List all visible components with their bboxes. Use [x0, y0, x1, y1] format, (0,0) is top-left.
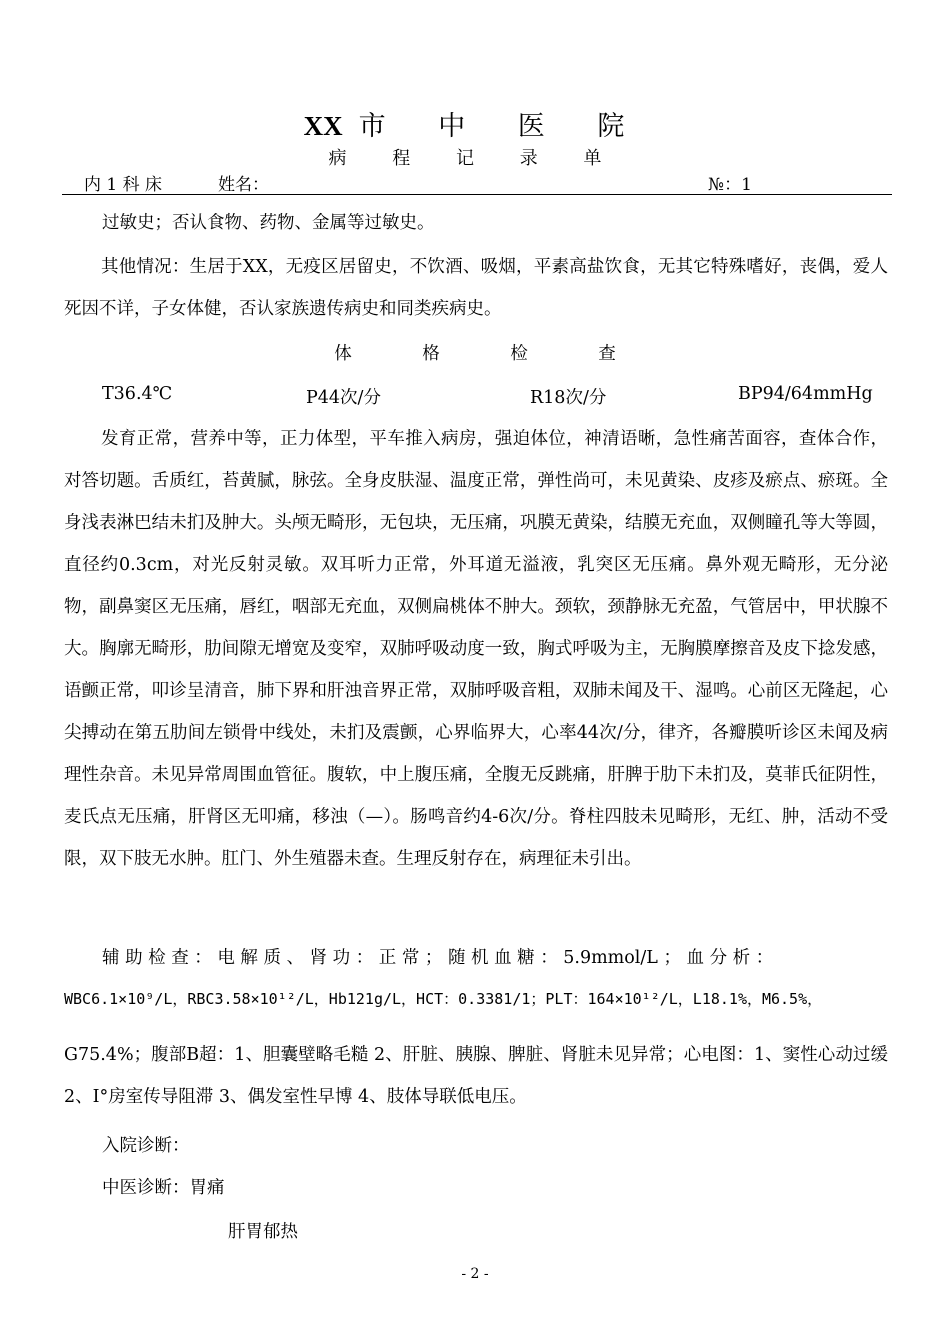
- exam-heading-char: 检: [510, 344, 528, 364]
- admission-diagnosis-label: 入院诊断：: [102, 1136, 190, 1156]
- patient-name-label: 姓名：: [218, 175, 269, 195]
- hospital-name: 市 中 医 院: [358, 111, 647, 142]
- record-number: №：1: [708, 175, 752, 195]
- form-title: 病 程 记 录 单: [328, 148, 622, 169]
- aux-exam-blood-analysis: WBC6.1×10⁹/L，RBC3.58×10¹²/L，Hb121g/L，HCT：0.3381/1；PLT：164×10¹²/L，L18.1%，M6.5%，: [64, 990, 823, 1008]
- exam-findings: 发育正常，营养中等，正力体型，平车推入病房，强迫体位，神清语晰，急性痛苦面容，查体合作，对答切题。舌质红，苔黄腻，脉弦。全身皮肤湿、温度正常，弹性尚可，未见黄染、皮疹及瘀点、瘀斑。全身浅表淋巴结未扪及肿大。头颅无畸形，无包块，无压痛，巩膜无黄染，结膜无充血，双侧瞳孔等大等圆，直径约0.3cm，对光反射灵敏。双耳听力正常，外耳道无溢液，乳突区无压痛。鼻外观无畸形，无分泌物，副鼻窦区无压痛，唇红，咽部无充血，双侧扁桃体不肿大。颈软，颈静脉无充盈，气管居中，甲状腺不大。胸廓无畸形，肋间隙无增宽及变窄，双肺呼吸动度一致，胸式呼吸为主，无胸膜摩擦音及皮下捻发感，语颤正常，叩诊呈清音，肺下界和肝浊音界正常，双肺呼吸音粗，双肺未闻及干、湿鸣。心前区无隆起，心尖搏动在第五肋间左锁骨中线处，未扪及震颤，心界临界大，心率44次/分，律齐，各瓣膜听诊区未闻及病理性杂音。未见异常周围血管征。腹软，中上腹压痛，全腹无反跳痛，肝脾于肋下未扪及，莫菲氏征阴性，麦氏点无压痛，肝肾区无叩痛，移浊（—）。肠鸣音约4-6次/分。脊柱四肢未见畸形，无红、肿，活动不受限，双下肢无水肿。肛门、外生殖器未查。生理反射存在，病理征未引出。: [64, 429, 888, 869]
- allergy-history: 过敏史；否认食物、药物、金属等过敏史。: [102, 213, 435, 233]
- vital-temperature: T36.4℃: [102, 384, 173, 404]
- exam-heading: [0, 340, 950, 365]
- vital-blood-pressure: BP94/64mmHg: [738, 384, 873, 404]
- vital-pulse: P44次/分: [306, 388, 381, 408]
- hospital-name-bold: XX: [303, 111, 343, 141]
- exam-heading-char: 查: [598, 344, 616, 364]
- tcm-syndrome: 肝胃郁热: [228, 1222, 298, 1242]
- vital-respiration: R18次/分: [530, 388, 607, 408]
- aux-exam-rest: G75.4%；腹部B超：1、胆囊壁略毛糙 2、肝脏、胰腺、脾脏、肾脏未见异常；心电图：1、窦性心动过缓 2、Ⅰ°房室传导阻滞 3、偶发室性早博 4、肢体导联低电压。: [64, 1045, 888, 1107]
- exam-heading-char: 格: [422, 344, 440, 364]
- aux-exam-line1: 辅 助 检 查 ： 电 解 质 、 肾 功 ： 正 常 ； 随 机 血 糖 ： 5.9mmol/L ； 血 分 析 ：: [102, 948, 774, 968]
- tcm-diagnosis: 中医诊断：胃痛: [102, 1178, 225, 1198]
- other-info: 其他情况：生居于XX，无疫区居留史，不饮酒、吸烟，平素高盐饮食，无其它特殊嗜好，丧偶，爱人死因不详，子女体健，否认家族遗传病史和同类疾病史。: [64, 257, 888, 319]
- exam-heading-char: 体: [334, 344, 352, 364]
- hospital-title: [0, 104, 950, 143]
- dept-bed: 内 1 科 床: [84, 175, 163, 195]
- page-number: - 2 -: [461, 1266, 489, 1282]
- header-divider: [62, 194, 892, 195]
